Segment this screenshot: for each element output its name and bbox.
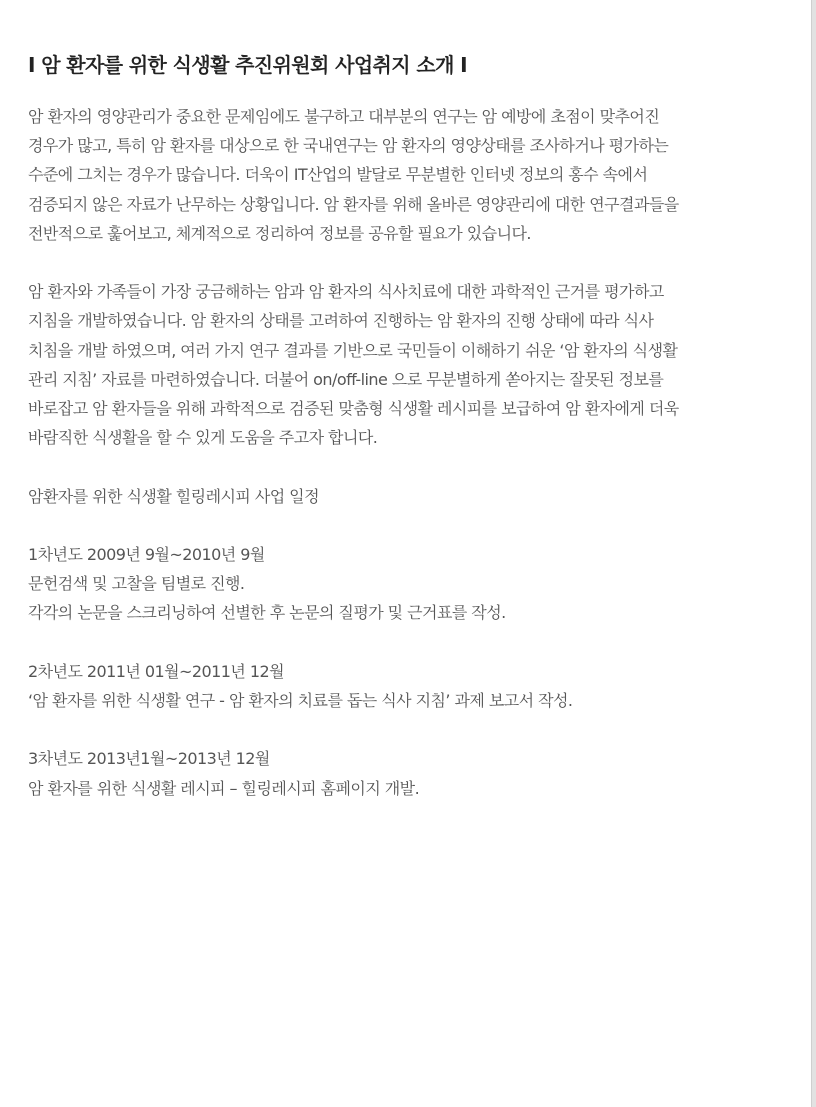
year-task: 문헌검색 및 고찰을 팀별로 진행. [28,574,245,594]
year-task: ‘암 환자를 위한 식생활 연구 - 암 환자의 치료를 돕는 식사 지침’ 과제 보고서 작성. [28,691,573,710]
paragraph-line: 지침을 개발하였습니다. 암 환자의 상태를 고려하여 진행하는 암 환자의 진행 상태에 따라 식사 [28,311,654,331]
schedule-heading [28,482,768,511]
year-period: 3차년도 2013년1월~2013년 12월 [28,749,270,769]
paragraph-line: 암 환자와 가족들이 가장 궁금해하는 암과 암 환자의 식사치료에 대한 과학적인 근거를 평가하고 [28,282,664,302]
year-period: 2차년도 2011년 01월~2011년 12월 [28,661,284,681]
title-bar-left: I [28,53,35,77]
paragraph-line: 관리 지침’ 자료를 마련하였습니다. 더불어 on/off-line 으로 무분별하게 쏟아지는 잘못된 정보를 [28,369,664,389]
paragraph-line: 전반적으로 훑어보고, 체계적으로 정리하여 정보를 공유할 필요가 있습니다. [28,223,531,243]
spacer [28,452,768,481]
paragraph-line: 암 환자의 영양관리가 중요한 문제임에도 불구하고 대부분의 연구는 암 예방에 초점이 맞추어진 [28,107,660,126]
schedule-year-1 [28,540,768,628]
paragraph-line: 수준에 그치는 경우가 많습니다. 더욱이 IT산업의 발달로 무분별한 인터넷 정보의 홍수 속에서 [28,165,648,185]
page-scroll-edge [811,0,816,1107]
spacer [28,511,768,540]
paragraph-line: 바로잡고 암 환자들을 위해 과학적으로 검증된 맞춤형 식생활 레시피를 보급하여 암 환자에게 더욱 [28,399,679,419]
paragraph-line: 경우가 많고, 특히 암 환자를 대상으로 한 국내연구는 암 환자의 영양상태를 조사하거나 평가하는 [28,136,669,156]
title-text: 암 환자를 위한 식생활 추진위원회 사업취지 소개 [41,53,454,77]
paragraph-line: 치침을 개발 하였으며, 여러 가지 연구 결과를 기반으로 국민들이 이해하기 쉬운 ‘암 환자의 식생활 [28,340,678,360]
paragraph-line: 바람직한 식생활을 할 수 있게 도움을 주고자 합니다. [28,428,378,448]
spacer [28,248,768,277]
title-bar-right: I [460,53,468,77]
schedule-year-2 [28,657,768,715]
spacer [28,628,768,657]
page-title [28,48,768,82]
year-task: 암 환자를 위한 식생활 레시피 – 힐링레시피 홈페이지 개발. [28,778,420,798]
year-task: 각각의 논문을 스크리닝하여 선별한 후 논문의 질평가 및 근거표를 작성. [28,603,506,623]
spacer [28,715,768,744]
intro-paragraph-2 [28,277,768,452]
paragraph-line: 검증되지 않은 자료가 난무하는 상황입니다. 암 환자를 위해 올바른 영양관리에 대한 연구결과들을 [28,194,679,214]
schedule-heading-text: 암환자를 위한 식생활 힐링레시피 사업 일정 [28,486,319,506]
schedule-year-3 [28,744,768,802]
intro-paragraph-1 [28,102,768,248]
main-content [28,48,768,803]
year-period: 1차년도 2009년 9월~2010년 9월 [28,545,265,564]
